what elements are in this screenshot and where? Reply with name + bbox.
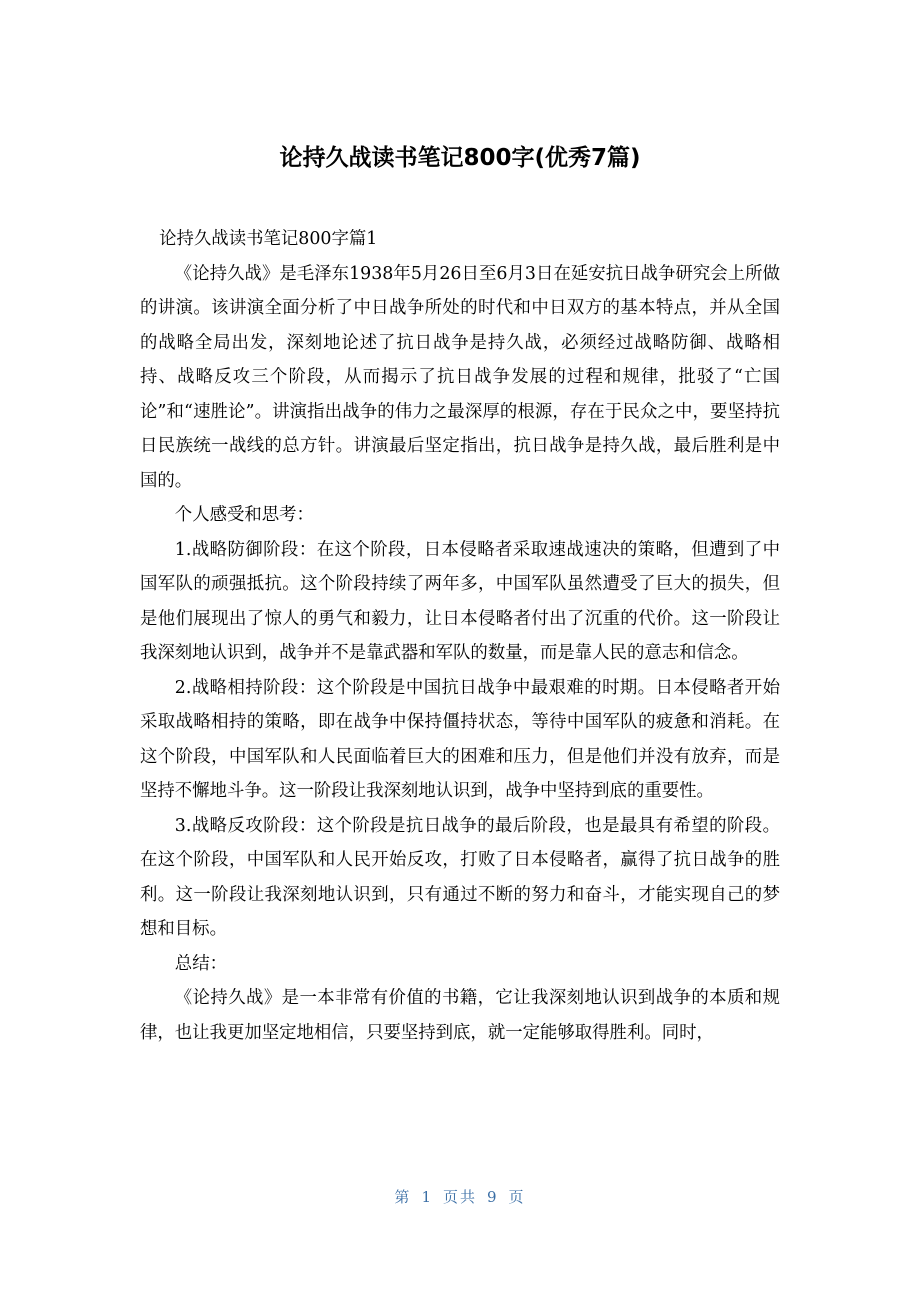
paragraph-reflection-heading: 个人感受和思考： bbox=[174, 505, 314, 525]
document-body bbox=[140, 222, 780, 1050]
footer-current-page: 1 bbox=[421, 1188, 433, 1206]
footer-label-end: 页 bbox=[508, 1188, 526, 1206]
footer-total-pages: 9 bbox=[487, 1188, 499, 1206]
paragraph-stage-counteroffensive: 3.战略反攻阶段：这个阶段是抗日战争的最后阶段，也是最具有希望的阶段。在这个阶段，中国军队和人民开始反攻，打败了日本侵略者，赢得了抗日战争的胜利。这一阶段让我深刻地认识到，只有通过不断的努力和奋斗，才能实现自己的梦想和目标。 bbox=[140, 815, 780, 939]
footer-label-of: 页共 bbox=[442, 1188, 477, 1206]
section-heading: 论持久战读书笔记800字篇1 bbox=[159, 229, 378, 249]
paragraph-stage-defense: 1.战略防御阶段：在这个阶段，日本侵略者采取速战速决的策略，但遭到了中国军队的顽强抵抗。这个阶段持续了两年多，中国军队虽然遭受了巨大的损失，但是他们展现出了惊人的勇气和毅力，让日本侵略者付出了沉重的代价。这一阶段让我深刻地认识到，战争并不是靠武器和军队的数量，而是靠人民的意志和信念。 bbox=[140, 539, 780, 663]
paragraph-stage-stalemate: 2.战略相持阶段：这个阶段是中国抗日战争中最艰难的时期。日本侵略者开始采取战略相持的策略，即在战争中保持僵持状态，等待中国军队的疲惫和消耗。在这个阶段，中国军队和人民面临着巨大的困难和压力，但是他们并没有放弃，而是坚持不懈地斗争。这一阶段让我深刻地认识到，战争中坚持到底的重要性。 bbox=[140, 677, 780, 801]
document-title: 论持久战读书笔记800字(优秀7篇) bbox=[279, 145, 641, 171]
paragraph-intro: 《论持久战》是毛泽东1938年5月26日至6月3日在延安抗日战争研究会上所做的讲演。该讲演全面分析了中日战争所处的时代和中日双方的基本特点，并从全国的战略全局出发，深刻地论述了抗日战争是持久战，必须经过战略防御、战略相持、战略反攻三个阶段，从而揭示了抗日战争发展的过程和规律，批驳了“亡国论”和“速胜论”。讲演指出战争的伟力之最深厚的根源，存在于民众之中，要坚持抗日民族统一战线的总方针。讲演最后坚定指出，抗日战争是持久战，最后胜利是中国的。 bbox=[140, 263, 780, 491]
paragraph-summary-heading: 总结： bbox=[174, 953, 227, 974]
paragraph-summary: 《论持久战》是一本非常有价值的书籍，它让我深刻地认识到战争的本质和规律，也让我更加坚定地相信，只要坚持到底，就一定能够取得胜利。同时， bbox=[140, 988, 780, 1043]
footer-label-page: 第 bbox=[394, 1188, 412, 1206]
page-footer bbox=[0, 1186, 920, 1207]
